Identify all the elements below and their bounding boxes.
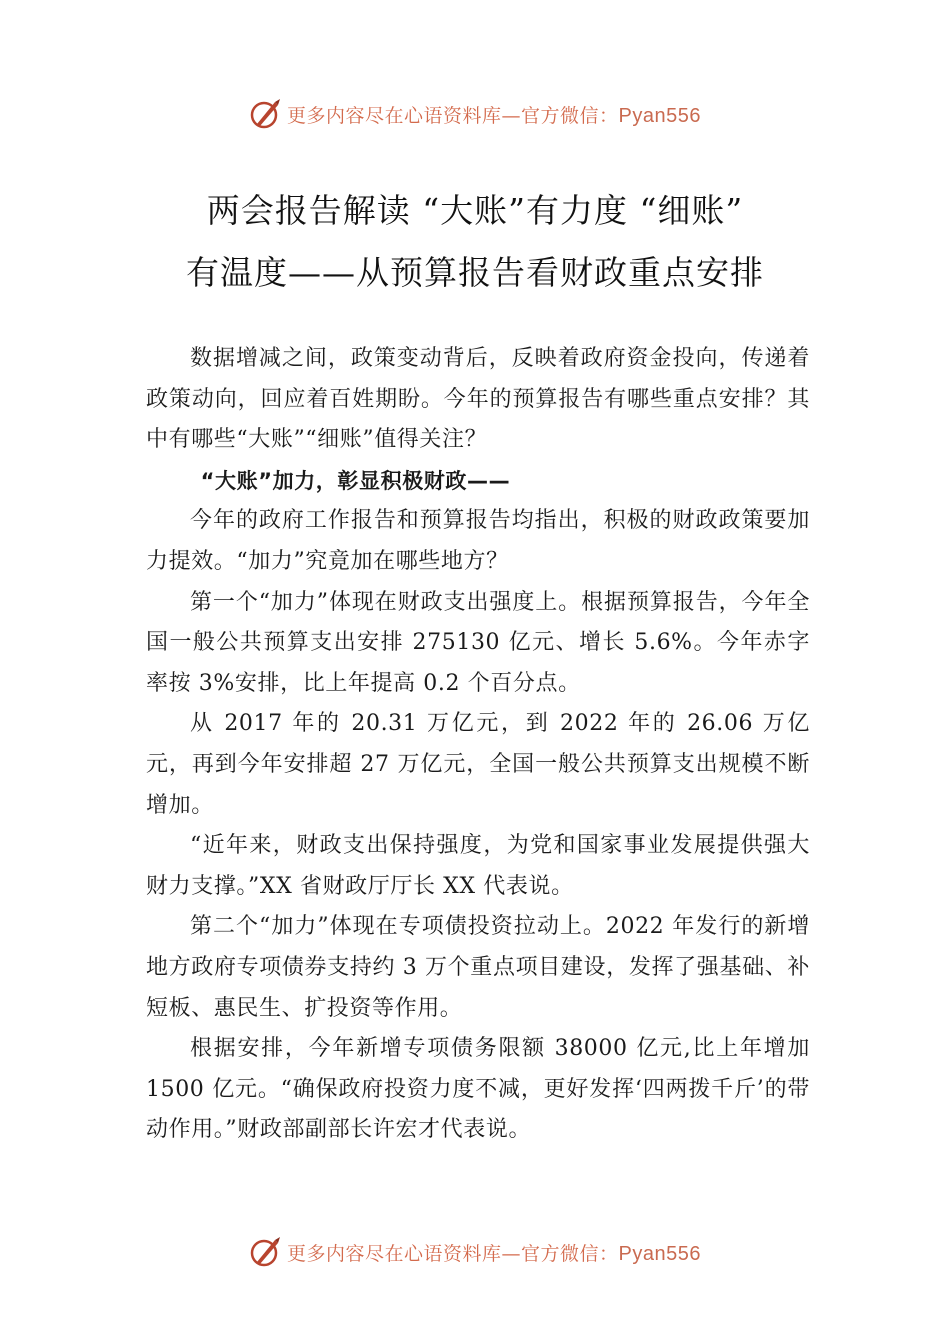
banner-text: 更多内容尽在心语资料库—官方微信：Pyan556 — [287, 104, 701, 127]
title-line-2: 有温度——从预算报告看财政重点安排 — [186, 253, 764, 292]
paragraph: 数据增减之间，政策变动背后，反映着政府资金投向，传递着政策动向，回应着百姓期盼。今年的预算报告有哪些重点安排？其中有哪些“大账”“细账”值得关注？ — [146, 346, 810, 453]
article-body — [146, 339, 810, 1151]
footer-banner — [0, 1232, 950, 1272]
wechat-id: Pyan556 — [618, 104, 701, 127]
banner-text: 更多内容尽在心语资料库—官方微信：Pyan556 — [287, 1242, 701, 1265]
wechat-id: Pyan556 — [618, 1242, 701, 1265]
quill-pen-logo-icon — [249, 97, 283, 131]
title-line-1: 两会报告解读 “大账”有力度 “细账” — [206, 191, 744, 230]
header-banner — [0, 94, 950, 134]
document-title — [100, 180, 850, 304]
paragraph: 今年的政府工作报告和预算报告均指出，积极的财政政策要加力提效。“加力”究竟加在哪些地方？ — [146, 508, 810, 574]
quill-pen-logo-icon — [249, 1235, 283, 1269]
section-heading: “大账”加力，彰显积极财政—— — [200, 468, 511, 493]
paragraph: 第二个“加力”体现在专项债投资拉动上。2022 年发行的新增地方政府专项债券支持约 3 万个重点项目建设，发挥了强基础、补短板、惠民生、扩投资等作用。 — [146, 914, 810, 1021]
paragraph: “近年来，财政支出保持强度，为党和国家事业发展提供强大财力支撑。”XX 省财政厅厅长 XX 代表说。 — [146, 833, 810, 899]
paragraph: 第一个“加力”体现在财政支出强度上。根据预算报告，今年全国一般公共预算支出安排 275130 亿元、增长 5.6%。今年赤字率按 3%安排，比上年提高 0.2 个百分点。 — [146, 589, 810, 696]
paragraph: 根据安排，今年新增专项债务限额 38000 亿元,比上年增加 1500 亿元。“确保政府投资力度不减，更好发挥‘四两拨千斤’的带动作用。”财政部副部长许宏才代表说。 — [146, 1036, 810, 1143]
paragraph: 从 2017 年的 20.31 万亿元，到 2022 年的 26.06 万亿元，再到今年安排超 27 万亿元，全国一般公共预算支出规模不断增加。 — [146, 711, 810, 818]
